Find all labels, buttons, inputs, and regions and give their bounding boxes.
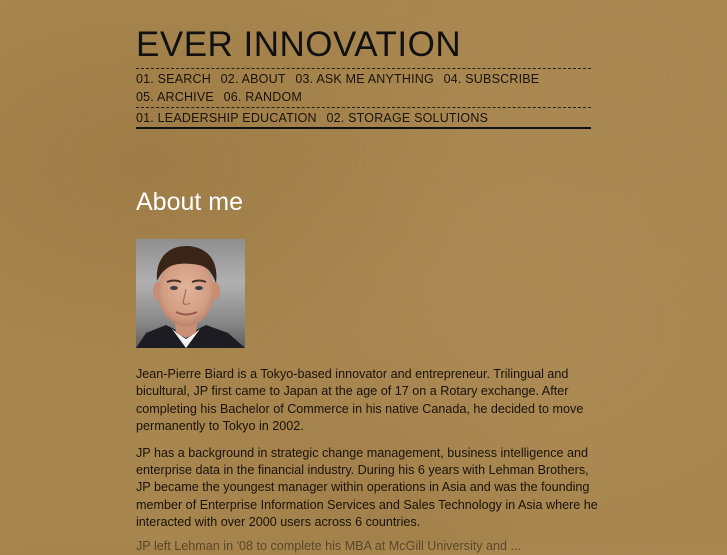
bio-paragraph-2: JP has a background in strategic change management, business intelligence and enterprise data in the financial industry. During his 6 years with Lehman Brothers, JP became the youngest manager within operations in Asia and was the founding member of Enterprise Information Services and Sales Technology in Asia where he interacted with over 2000 users across 6 countries.: [136, 445, 598, 530]
nav-search[interactable]: 01. SEARCH: [136, 72, 211, 86]
nav-leadership-education[interactable]: 01. LEADERSHIP EDUCATION: [136, 111, 317, 125]
nav-divider-bottom: [136, 127, 591, 129]
nav-archive[interactable]: 05. ARCHIVE: [136, 90, 214, 104]
bio-paragraph-3-cutoff: JP left Lehman in '08 to complete his MBA at McGill University and ...: [136, 539, 522, 553]
profile-photo: [136, 239, 245, 348]
site-title[interactable]: EVER INNOVATION: [136, 25, 462, 64]
nav-divider-middle: [136, 107, 591, 108]
secondary-nav: [136, 111, 494, 125]
portrait-image: [136, 239, 245, 348]
nav-storage-solutions[interactable]: 02. STORAGE SOLUTIONS: [326, 111, 489, 125]
primary-nav-row-2: [136, 90, 308, 104]
nav-random[interactable]: 06. RANDOM: [223, 90, 303, 104]
nav-subscribe[interactable]: 04. SUBSCRIBE: [443, 72, 540, 86]
bio-paragraph-1: Jean-Pierre Biard is a Tokyo-based innovator and entrepreneur. Trilingual and bicultural, JP first came to Japan at the age of 17 on a Rotary exchange. After completing his Bachelor of Commerce in his native Canada, he decided to move permanently to Tokyo in 2002.: [136, 367, 584, 434]
nav-divider-top: [136, 68, 591, 69]
page-heading: About me: [136, 188, 244, 216]
bio-text: [136, 366, 598, 541]
primary-nav-row-1: [136, 72, 545, 86]
nav-ask-me-anything[interactable]: 03. ASK ME ANYTHING: [295, 72, 434, 86]
nav-about[interactable]: 02. ABOUT: [220, 72, 286, 86]
